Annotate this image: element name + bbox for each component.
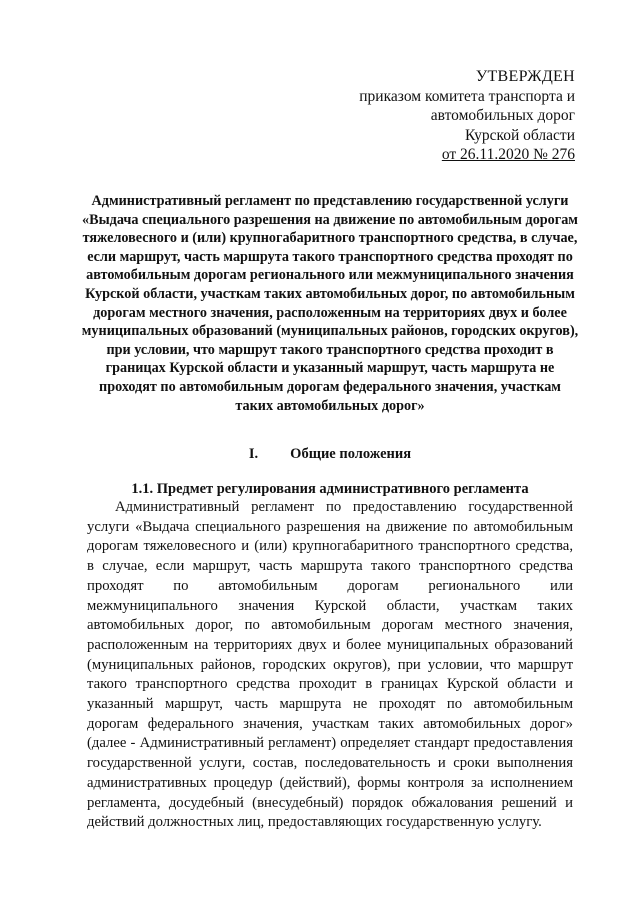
section-heading bbox=[80, 445, 580, 464]
approval-line-1: приказом комитета транспорта и bbox=[359, 87, 575, 105]
approval-title: УТВЕРЖДЕН bbox=[475, 68, 575, 85]
section-title: Общие положения bbox=[290, 446, 412, 462]
approval-line-3: Курской области bbox=[464, 126, 575, 144]
section-number: I. bbox=[248, 446, 259, 462]
approval-line-2: автомобильных дорог bbox=[430, 107, 575, 124]
subsection-heading: 1.1. Предмет регулирования административного регламента bbox=[131, 481, 529, 497]
body-paragraph: Административный регламент по предоставлению государственной услуги «Выдача специального разрешения на движение по автомобильным дорогам тяжеловесного и (или) крупногабаритного транспортного средства, в случае, если маршрут, часть маршрута такого транспортного средства проходят по автомобильным дорогам регионального или межмуниципального значения Курской области, участкам таких автомобильных дорог, по автомобильным дорогам местного значения, расположенным на территориях двух и более муниципальных образований (муниципальных районов, городских округов), при условии, что маршрут такого транспортного средства проходит в границах Курской области и указанный маршрут, часть маршрута не проходят по автомобильным дорогам федерального значения, участкам таких автомобильных дорог» (далее - Административный регламент) определяет стандарт предоставления государственной услуги, состав, последовательность и сроки выполнения административных процедур (действий), формы контроля за исполнением регламента, досудебный (внесудебный) порядок обжалования решений и действий должностных лиц, предоставляющих государственную услугу. bbox=[87, 499, 573, 831]
approval-stamp bbox=[330, 67, 575, 165]
approval-date: от 26.11.2020 № 276 bbox=[441, 146, 575, 163]
document-heading: Административный регламент по представлению государственной услуги «Выдача специального разрешения на движение по автомобильным дорогам тяжеловесного и (или) крупногабаритного транспортного средства, в случае, если маршрут, часть маршрута такого транспортного средства проходят по автомобильным дорогам регионального или межмуниципального значения Курской области, участкам таких автомобильных дорог, по автомобильным дорогам местного значения, расположенным на территориях двух и более муниципальных образований (муниципальных районов, городских округов), при условии, что маршрут такого транспортного средства проходит в границах Курской области и указанный маршрут, часть маршрута не проходят по автомобильным дорогам федерального значения, участкам таких автомобильных дорог» bbox=[81, 193, 579, 414]
